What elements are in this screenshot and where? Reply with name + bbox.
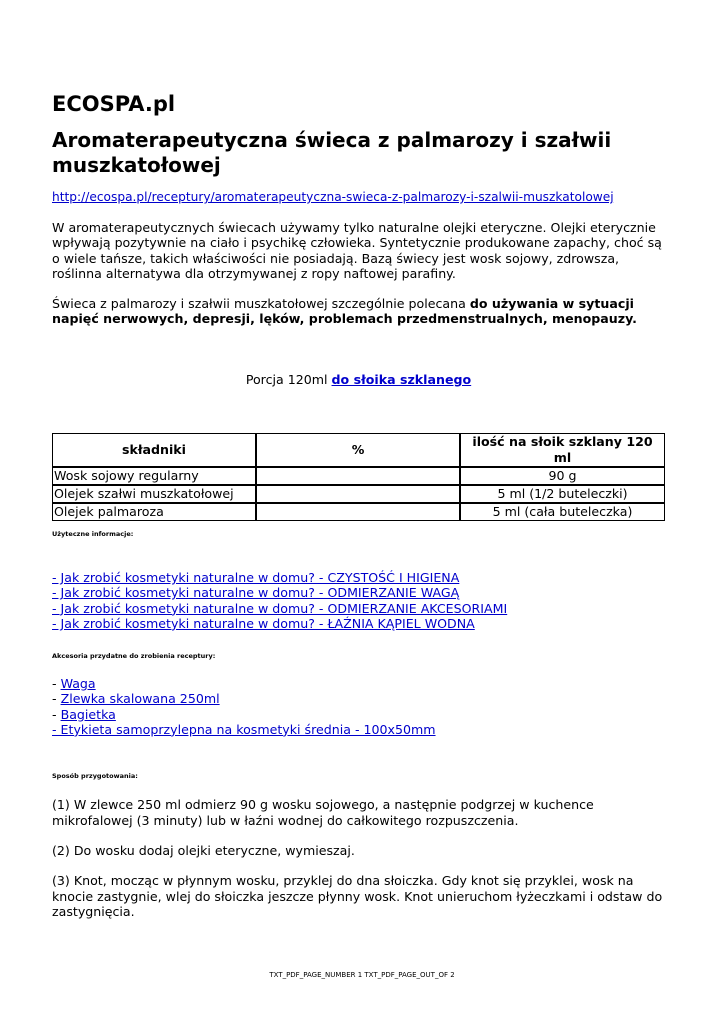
accessories-heading: Akcesoria przydatne do zrobienia receptury:	[52, 652, 216, 660]
glass-jar-link[interactable]: do słoika szklanego	[331, 372, 472, 387]
list-item	[52, 585, 507, 600]
method-step-2: (2) Do wosku dodaj olejki eteryczne, wymieszaj.	[52, 843, 355, 858]
ingredient-percent	[256, 485, 460, 503]
label-link[interactable]: - Etykieta samoprzylepna na kosmetyki średnia - 100x50mm	[52, 721, 436, 737]
column-header-ingredient: składniki	[52, 433, 256, 467]
recommendation-text: Świeca z palmarozy i szałwii muszkatołowej szczególnie polecana	[52, 296, 470, 311]
recommendation-paragraph	[52, 296, 672, 327]
table-header-row	[52, 433, 665, 467]
column-header-amount: ilość na słoik szklany 120 ml	[460, 433, 665, 467]
list-item	[52, 570, 507, 585]
list-dash: -	[52, 676, 61, 691]
column-header-percent: %	[256, 433, 460, 467]
method-step-1: (1) W zlewce 250 ml odmierz 90 g wosku sojowego, a następnie podgrzej w kuchence mikrofalowej (3 minuty) lub w łaźni wodnej do całkowitego rozpuszczenia.	[52, 797, 594, 828]
ingredients-table	[52, 433, 665, 521]
ingredient-amount: 5 ml (1/2 buteleczki)	[460, 485, 665, 503]
list-item	[52, 601, 507, 616]
list-item	[52, 691, 436, 706]
list-dash: -	[52, 706, 61, 722]
table-row	[52, 467, 665, 485]
ingredient-amount: 90 g	[460, 467, 665, 485]
source-url-link[interactable]: http://ecospa.pl/receptury/aromaterapeutyczna-swieca-z-palmarozy-i-szalwii-muszkatolowej	[52, 190, 614, 204]
method-heading: Sposób przygotowania:	[52, 772, 138, 780]
list-dash: -	[52, 691, 61, 707]
page-footer: TXT_PDF_PAGE_NUMBER 1 TXT_PDF_PAGE_OUT_OF 2	[269, 971, 455, 979]
ingredient-name: Olejek szałwi muszkatołowej	[52, 485, 256, 503]
table-row	[52, 485, 665, 503]
table-row	[52, 503, 665, 521]
beaker-link[interactable]: Zlewka skalowana 250ml	[60, 691, 220, 707]
accessories-measuring-guide-link[interactable]: - Jak zrobić kosmetyki naturalne w domu? - ODMIERZANIE AKCESORIAMI	[52, 600, 508, 616]
ingredient-percent	[256, 467, 460, 485]
ingredient-name: Wosk sojowy regularny	[52, 467, 256, 485]
accessories-list	[52, 676, 436, 737]
hygiene-guide-link[interactable]: - Jak zrobić kosmetyki naturalne w domu? - CZYSTOŚĆ I HIGIENA	[52, 570, 460, 585]
list-item	[52, 722, 436, 737]
page-title: Aromaterapeutyczna świeca z palmarozy i szałwii muszkatołowej	[52, 128, 612, 177]
useful-links-list	[52, 570, 507, 631]
list-item	[52, 707, 436, 722]
ingredient-name: Olejek palmaroza	[52, 503, 256, 521]
ingredient-amount: 5 ml (cała buteleczka)	[460, 503, 665, 521]
stirring-rod-link[interactable]: Bagietka	[60, 706, 116, 722]
list-item	[52, 616, 507, 631]
ingredient-percent	[256, 503, 460, 521]
scale-measuring-guide-link[interactable]: - Jak zrobić kosmetyki naturalne w domu? - ODMIERZANIE WAGĄ	[52, 585, 460, 601]
portion-info	[52, 372, 665, 387]
recommendation-bold-text: do używania w sytuacji napięć nerwowych, depresji, lęków, problemach przedmenstrualnych, menopauzy.	[52, 296, 637, 327]
site-brand: ECOSPA.pl	[52, 92, 176, 116]
scale-link[interactable]: Waga	[60, 676, 96, 691]
intro-paragraph: W aromaterapeutycznych świecach używamy tylko naturalne olejki eteryczne. Olejki eterycznie wpływają pozytywnie na ciało i psychikę człowieka. Syntetycznie produkowane zapachy, choć są o wiele tańsze, takich właściwości nie posiadają. Bazą świecy jest wosk sojowy, zdrowsza, roślinna alternatywa dla otrzymywanej z ropy naftowej parafiny.	[52, 220, 662, 281]
useful-info-heading: Użyteczne informacje:	[52, 530, 134, 538]
method-step-3: (3) Knot, mocząc w płynnym wosku, przyklej do dna słoiczka. Gdy knot się przyklei, wosk na knocie zastygnie, wlej do słoiczka jeszcze płynny wosk. Knot unieruchom łyżeczkami i odstaw do zastygnięcia.	[52, 873, 663, 919]
portion-text: Porcja 120ml	[245, 372, 332, 387]
list-item	[52, 676, 436, 691]
water-bath-guide-link[interactable]: - Jak zrobić kosmetyki naturalne w domu? - ŁAŹNIA KĄPIEL WODNA	[52, 615, 475, 631]
